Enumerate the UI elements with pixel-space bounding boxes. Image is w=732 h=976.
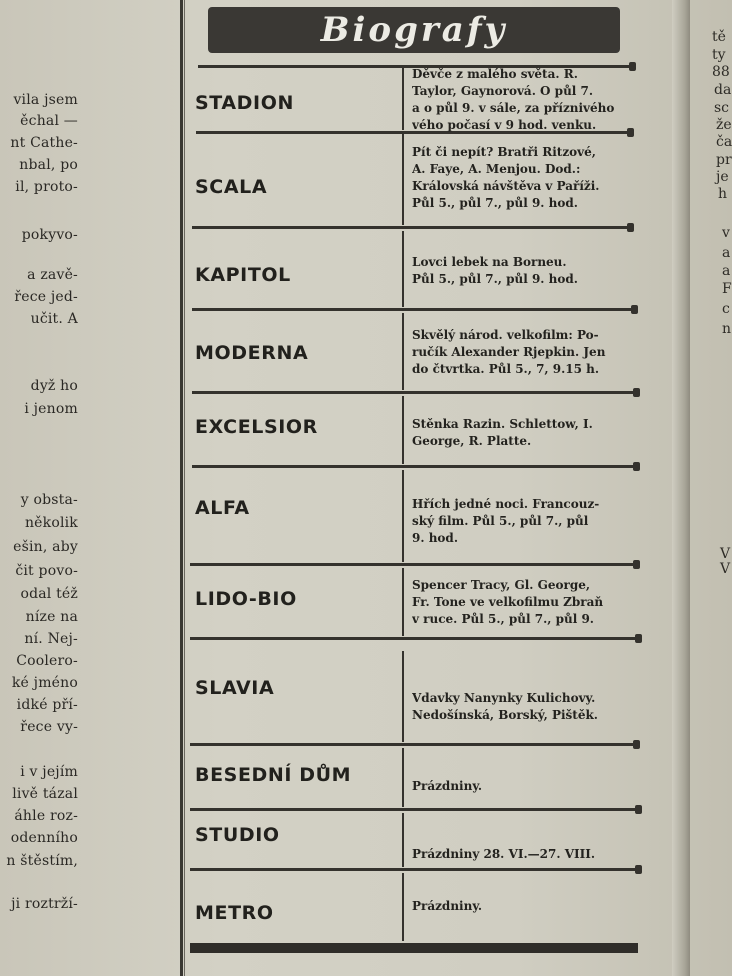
right-fragment: h (718, 186, 728, 202)
right-fragment: c (722, 301, 730, 317)
left-fragment: ké jméno (11, 675, 78, 691)
left-fragment: n štěstím, (6, 853, 78, 869)
left-fragment: vila jsem (13, 92, 78, 108)
right-fragment: F (722, 281, 732, 297)
right-fragment: že (716, 117, 732, 133)
column-separator (402, 231, 404, 307)
right-fragment: pr (716, 152, 732, 168)
program-line: vého počasí v 9 hod. venku. (412, 118, 597, 132)
program-line: A. Faye, A. Menjou. Dod.: (412, 162, 581, 176)
column-separator (402, 651, 404, 742)
section-header: Biografy (208, 7, 620, 53)
cinema-name-metro: METRO (195, 902, 274, 924)
cinema-name-kapitol: KAPITOL (195, 264, 291, 286)
program-kapitol (412, 254, 636, 288)
cinema-name-excelsior: EXCELSIOR (195, 416, 318, 438)
left-fragment: livě tázal (12, 786, 78, 802)
left-fragment: ji roztrží- (11, 896, 78, 912)
program-line: v ruce. Půl 5., půl 7., půl 9. (412, 612, 594, 626)
right-fragment: 88 (712, 64, 730, 80)
left-fragment: čit povo- (15, 563, 78, 579)
program-line: 9. hod. (412, 531, 459, 545)
row-divider (192, 391, 634, 394)
program-lido-bio (412, 577, 636, 628)
left-fragment: i jenom (24, 401, 78, 417)
column-separator (402, 313, 404, 390)
program-line: Hřích jedné noci. Francouz- (412, 497, 600, 511)
program-line: do čtvrtka. Půl 5., 7, 9.15 h. (412, 362, 600, 376)
program-line: ručík Alexander Rjepkin. Jen (412, 345, 606, 359)
left-fragment: idké pří- (16, 697, 78, 713)
cinema-name-stadion: STADION (195, 92, 294, 114)
right-fragment: a (722, 245, 731, 261)
page-fold-shadow (672, 0, 690, 976)
left-fragment: nbal, po (19, 157, 78, 173)
left-fragment: učit. A (30, 311, 78, 327)
cinema-name-lido-bio: LIDO-BIO (195, 588, 297, 610)
left-fragment: pokyvo- (21, 227, 78, 243)
left-fragment: řece jed- (14, 289, 78, 305)
program-line: Taylor, Gaynorová. O půl 7. (412, 84, 594, 98)
left-fragment: áhle roz- (14, 808, 78, 824)
row-divider (190, 808, 636, 811)
bottom-rule (190, 943, 638, 953)
left-fragment: Coolero- (16, 653, 78, 669)
program-slavia (412, 690, 636, 724)
program-excelsior (412, 416, 636, 450)
program-metro (412, 898, 636, 915)
column-rule-inner (184, 0, 185, 976)
column-separator (402, 873, 404, 941)
right-fragment: sc (714, 100, 730, 116)
program-line: Pít či nepít? Bratři Ritzové, (412, 145, 596, 159)
row-divider (190, 868, 636, 871)
program-line: Lovci lebek na Borneu. (412, 255, 567, 269)
column-separator (402, 134, 404, 225)
cinema-name-moderna: MODERNA (195, 342, 309, 364)
right-fragment: ty (712, 47, 726, 63)
program-moderna (412, 327, 636, 378)
left-fragment: dyž ho (30, 378, 78, 394)
left-fragment: odal též (20, 586, 78, 602)
program-line: Fr. Tone ve velkofilmu Zbraň (412, 595, 604, 609)
left-fragment: nt Cathe- (10, 135, 78, 151)
left-fragment: řece vy- (20, 719, 78, 735)
left-fragment: níze na (25, 609, 78, 625)
column-separator (402, 568, 404, 636)
program-line: Vdavky Nanynky Kulichovy. (412, 691, 596, 705)
program-line: Půl 5., půl 7., půl 9. hod. (412, 272, 578, 286)
program-line: Půl 5., půl 7., půl 9. hod. (412, 196, 578, 210)
left-fragment: ešin, aby (13, 539, 78, 555)
program-besedni-dum (412, 778, 636, 795)
row-divider (190, 563, 634, 566)
right-fragment: tě (712, 29, 726, 45)
program-line: Stěnka Razin. Schlettow, I. (412, 417, 593, 431)
program-line: Děvče z malého světa. R. (412, 67, 578, 81)
program-line: ský film. Půl 5., půl 7., půl (412, 514, 589, 528)
column-separator (402, 813, 404, 867)
right-fragment: da (714, 82, 732, 98)
row-divider (192, 308, 632, 311)
program-line: a o půl 9. v sále, za příznivého (412, 101, 615, 115)
program-line: Prázdniny 28. VI.—27. VIII. (412, 847, 596, 861)
right-fragment: ča (716, 134, 732, 150)
row-divider (190, 743, 634, 746)
program-line: George, R. Platte. (412, 434, 532, 448)
program-line: Spencer Tracy, Gl. George, (412, 578, 591, 592)
left-fragment: ní. Nej- (24, 631, 78, 647)
right-column-fragments (690, 0, 732, 976)
program-line: Skvělý národ. velkofilm: Po- (412, 328, 599, 342)
right-fragment: n (722, 321, 732, 337)
column-separator (402, 470, 404, 562)
cinema-name-studio: STUDIO (195, 824, 280, 846)
right-fragment: je (716, 169, 729, 185)
left-fragment: několik (24, 515, 78, 531)
program-scala (412, 144, 636, 212)
row-divider (192, 465, 634, 468)
right-fragment: a (722, 263, 731, 279)
left-fragment: a zavě- (27, 267, 78, 283)
column-separator (402, 66, 404, 130)
program-line: Prázdniny. (412, 899, 483, 913)
row-divider (190, 637, 636, 640)
column-rule (180, 0, 183, 976)
cinema-name-scala: SCALA (195, 176, 268, 198)
program-stadion (412, 66, 636, 134)
program-line: Královská návštěva v Paříži. (412, 179, 600, 193)
column-separator (402, 748, 404, 807)
cinema-name-slavia: SLAVIA (195, 677, 275, 699)
program-line: Nedošínská, Borský, Pištěk. (412, 708, 598, 722)
program-alfa (412, 496, 636, 547)
cinema-name-besedni-dum: BESEDNÍ DŮM (195, 764, 352, 786)
left-fragment: i v jejím (20, 764, 78, 780)
right-fragment: V (720, 561, 731, 577)
right-fragment: V (720, 546, 731, 562)
right-fragment: v (722, 225, 730, 241)
cinema-name-alfa: ALFA (195, 497, 250, 519)
left-fragment: ěchal — (20, 113, 78, 129)
left-fragment: il, proto- (15, 179, 78, 195)
column-separator (402, 396, 404, 464)
left-fragment: y obsta- (20, 492, 78, 508)
program-line: Prázdniny. (412, 779, 483, 793)
row-divider (192, 226, 628, 229)
left-column-fragments (0, 0, 84, 976)
left-fragment: odenního (10, 830, 78, 846)
program-studio (412, 846, 636, 863)
